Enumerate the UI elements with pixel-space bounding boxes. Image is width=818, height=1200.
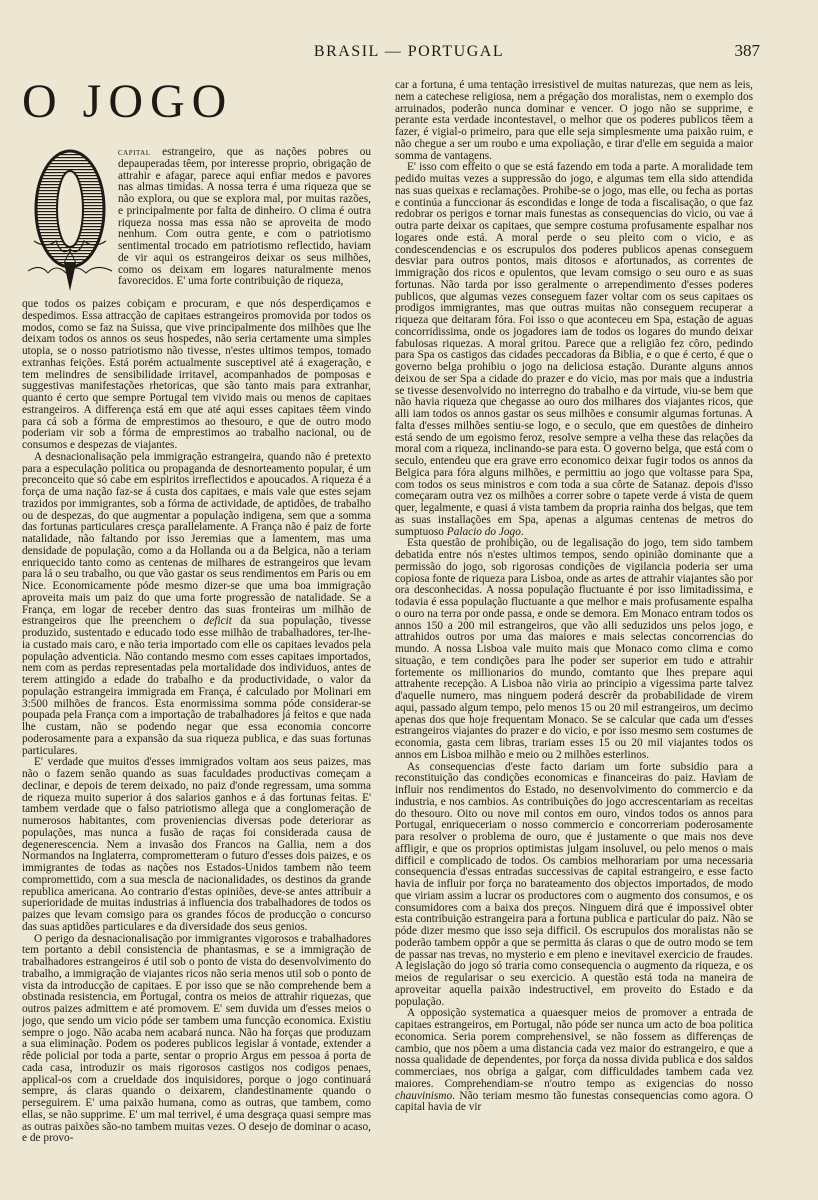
column-left <box>22 299 371 1179</box>
paragraph: A desnacionalisação pela immigração estrangeira, quando não é pretexto para a especulação politica ou propaganda de desnorteamento popular, é um preconceito que só cabe em espiritos irreflectidos e apoucados. A riqueza é a força de uma nação faz-se á custa dos capitaes, e mais vale que estes sejam trazidos por immigrantes, sob a fórma de actividade, de aptidões, de trabalho ou de despezas, do que augmentar a população indigena, sem que a somma das fortunas particulares cresça parallelamente. A França não é paiz de forte natalidade, não faltando por isso Jeremias que a lamentem, mas uma densidade de população, como a da Hollanda ou a da Belgica, não a teriam enriquecido tanto como as centenas de milhares de estrangeiros que levam para lá o seu trabalho, ou que vão gastar os seus rendimentos em Paris ou em Nice. Economicamente póde mesmo dizer-se que uma boa immigração aproveita mais um paiz do que uma forte progressão de natalidade. Se a França, em logar de receber dentro das suas fronteiras um milhão de estrangeiros que lhe preenchem o deficit da sua população, tivesse produzido, sustentado e educado todo esse milhão de trabalhadores, ter-lhe-ia custado mais caro, e não teria importado com elle os capitaes levados pela população adventicia. Não contando mesmo com esses capitaes importados, nem com as perdas representadas pela mortalidade dos individuos, antes de terem attingido a edade do trabalho e da productividade, o valor da população estrangeira immigrada em França, é calculado por Molinari em 3:500 milhões de francos. Esta enormissima somma póde considerar-se poupada pela França com a importação de trabalhadores já feitos e que nada lhe custam, não se podendo negar que essa economia concorre poderosamente para a expansão da sua riqueza publica, e das suas fortunas particulares. <box>22 450 371 757</box>
paragraph: A opposição systematica a quaesquer meios de promover a entrada de capitaes estrangeiros, em Portugal, não póde ser nunca um acto de boa politica economica. Seria porem comprehensivel, se não fossem as differenças de cambio, que nos põem a uma distancia cada vez maior do estrangeiro, e que a nossa qualidade de dependentes, por força da nossa divida publica e dos saldos commerciaes, nos obriga a galgar, com difficuldades tambem cada vez maiores. Comprehendiam-se n'outro tempo as exigencias do nosso chauvinismo. Não teriam mesmo tão funestas consequencias como agora. O capital havia de vir <box>395 1007 753 1114</box>
paragraph: E' isso com effeito o que se está fazendo em toda a parte. A moralidade tem pedido muitas vezes a suppressão do jogo, e algumas tem ella sido attendida nas suas queixas e reclamações. Prohibe-se o jogo, mas elle, ou fecha as portas e continúa a funccionar ás escondidas e longe de toda a fiscalisação, o que faz redobrar os perigos e tornar mais funestas as consequencias do vicio, ou vae á outra parte deixar os capitaes, que sempre costuma profusamente espalhar nos logares onde está. A moral perde o seu pleito com o vicio, e as condescendencias e os escrupulos dos poderes publicos apenas conseguem desviar para outros pontos, mais ditosos e afortunados, as correntes de immigração dos ricos e opulentos, que levam comsigo o seu ouro e as suas fortunas. Não tarda por isso geralmente o arrependimento d'esses poderes publicos, que algumas vezes conseguem fazer voltar com os seus capitaes os prodigos immigrantes, mas que outras muitas não conseguem recuperar a riqueza que deitaram fóra. Foi isso o que aconteceu em Spa, estação de aguas concorridissima, onde os jogadores iam de todos os logares do mundo deixar fabulosas riquezas. A moral gritou. Parece que a religião fez côro, pedindo para Spa os castigos das cidades peccadoras da Biblia, e o que é certo, é que o governo belga prohibiu o jogo na deliciosa estação. Durante alguns annos deixou de ser Spa a cidade do prazer e do vicio, mas por mais que a industria se tivesse desenvolvido no interregno do trabalho e da virtude, viu-se bem que não havia riqueza que chegasse ao ouro dos milhares dos viajantes ricos, que alli iam todos os annos gastar os seus milhões e consumir algumas fortunas. A falta d'esses milhões sentiu-se logo, e o seculo, que em questões de dinheiro está sendo de um egoismo feroz, resolve sempre a velha these das relações da moral com a riqueza, inclinando-se para esta. O governo belga, que está com o seculo, entendeu que era grave erro economico deixar fugir todos os annos da Belgica para fóra alguns milhões, e permittiu ao jogo que voltasse para Spa, com todos os seus ministros e com toda a sua côrte de Satanaz. depois d'isso começaram outra vez os milhões a correr sobre o tapete verde á vista de quem quer, legalmente, e quasi á vista tambem da propria rainha dos belgas, que tem as suas installações em Spa, apenas a algumas centenas de metros do sumptuoso Palacio do Jogo. <box>395 161 753 538</box>
article-title: O JOGO <box>22 75 234 128</box>
paragraph: Esta questão de prohibição, ou de legalisação do jogo, tem sido tambem debatida entre nós n'estes ultimos tempos, sendo opinião dominante que a permissão do jogo, sob rigorosas condições de vigilancia poderia ser uma copiosa fonte de riqueza para Lisboa, onde as artes de attrahir viajantes são por ora desconhecidas. A nossa população fluctuante é por isso limitadissima, e todavia é essa população fluctuante a que melhor e mais profusamente espalha o ouro na terra por onde passa, e onde se demora. Em Monaco entram todos os annos 150 a 200 mil estrangeiros, que vão alli seduzidos uns pelos jogo, e attrahidos outros por uma das maiores e mais selectas concorrencias do mundo. A nossa Lisboa vale muito mais que Monaco como clima e como situação, e tem condições para lhe poder ser superior em tudo e attrahir fortemente os millionarios do mundo, comtanto que lhes prepare aqui attrahente recepção. A Lisboa não viria ao principio a vigessima parte talvez d'aquelle numero, mas ninguem poderá descrêr da probabilidade de virem aqui, passado algum tempo, pelo menos 15 ou 20 mil estrangeiros, um decimo apenas dos que hoje frequentam Monaco. Se se calcular que cada um d'esses estrangeiros viajantes do prazer e do vicio, e por isso mesmo sem costumes de economia, gasta cem libras, trariam esses 15 ou 20 mil viajantes todos os annos em Lisboa milhão e meio ou 2 milhões esterlinos. <box>395 537 753 761</box>
column-right <box>395 80 753 1160</box>
lead-word: capital <box>118 147 151 158</box>
paragraph: E' verdade que muitos d'esses immigrados voltam aos seus paizes, mas não o fazem senão quando as suas faculdades productivas começam a declinar, e depois de terem deixado, no paiz d'onde regressam, uma somma de riqueza muito superior á dos salarios ganhos e á das fortunas feitas. E' tambem verdade que o falso patriotismo allega que a conglomeração de numerosos habitantes, com proveniencias diversas pode deteriorar as populações, mas nunca a fusão de raças foi considerada causa de degenerescencia. Nem a invasão dos Francos na Gallia, nem a dos Normandos na Inglaterra, comprometteram o futuro d'esses dois paizes, e os immigrantes de todas as nações nos Estados-Unidos tambem não teem compromettido, com a sua mescla de nacionalidades, os destinos da grande republica americana. Ao contrario d'estas opiniões, deve-se antes attribuir a superioridade de muitas industrias á influencia dos trabalhadores de todos os paizes que levam comsigo para os grandes fócos de producção o concurso das suas aptidões particulares e da diversidade dos seus genios. <box>22 756 371 933</box>
paragraph: car a fortuna, é uma tentação irresistivel de muitas naturezas, que nem as leis, nem a catechese religiosa, nem a prégação dos moralistas, nem o exemplo dos arruinados, poderão nunca dominar e vencer. O jogo não se supprime, e perante esta verdade incontestavel, o melhor que os poderes publicos têem a fazer, é vigial-o primeiro, para que elle seja simplesmente uma paixão ruim, e não chegue a ser um roubo e uma expoliação, e tirar d'elle em seguida a maior somma de vantagens. <box>395 80 753 162</box>
dropcap-ornament <box>26 145 114 293</box>
paragraph: que todos os paizes cobiçam e procuram, e que nós desperdiçamos e despedimos. Essa attracção de capitaes estrangeiros promovida por todos os modos, como se faz na Suissa, que vive principalmente dos milhões que lhe deixam todos os annos os seus hospedes, não seria certamente uma simples utopia, se o nosso patriotismo não tivesse, n'estes ultimos tempos, tomado extranhas feições. Está porém actualmente susceptivel até á exageração, e tem melindres de sensibilidade irritavel, acompanhados de pomposas e suggestivas manifestações rhetoricas, que são tanto mais para extranhar, quanto é certo que sempre Portugal tem vivido mais ou menos de capitaes estrangeiros. A differença está em que até aqui esses capitaes têem vindo para cá sob a fórma de emprestimos ao thesouro, e que de outro modo poderiam vir sob a fórma de emprestimos ao trabalho nacional, ou de consumos e despezas de viajantes. <box>22 299 371 451</box>
article-intro <box>118 147 371 299</box>
running-header: BRASIL — PORTUGAL <box>313 43 505 60</box>
italic-word: chauvinismo <box>395 1089 453 1102</box>
paragraph: As consequencias d'este facto dariam um forte subsidio para a reconstituição das condições economicas e financeiras do paiz. Haviam de influir nos rendimentos do Estado, no desenvolvimento do commercio e da industria, e nos cambios. As contribuições do jogo accrescentariam as receitas do thesouro. Oito ou nove mil contos em ouro, vindos todos os annos para Portugal, enriqueceriam o nosso commercio e concorreriam poderosamente para resolver o problema de ouro, que é justamente o que mais nos deve affligir, e que os proprios optimistas julgam insoluvel, ou pelo menos o mais difficil e complicado de todos. Os cambios melhorariam por uma necessaria consequencia d'essas entradas successivas de capital estrangeiro, e esse facto havia de influir por força no barateamento dos objectos importados, de modo que viriam assim a lucrar os productores com o augmento dos consumos, e os consumidores com a baixa dos preços. Ninguem dirá que é impossivel obter esta contribuição estrangeira para a fortuna publica e particular do paiz. Não se póde dizer mesmo que isso seja difficil. Os escrupulos dos moralistas não se poderão tambem oppôr a que se permitta ás claras o que de outro modo se tem de passar nas trevas, no mysterio e em pleno e inevitavel exercicio de fraudes. A legislação do jogo só traria como consequencia o augmento da riqueza, e os meios de regularisar o seu exercicio. A questão está toda na maneira de aproveitar aquella paixão indestructivel, em proveito do Estado e da população. <box>395 760 753 1008</box>
page-number: 387 <box>734 41 760 60</box>
italic-phrase: Palacio do Jogo <box>446 525 521 538</box>
italic-word: deficit <box>203 615 232 628</box>
paragraph: O perigo da desnacionalisação por immigrantes vigorosos e trabalhadores tem portanto a debil consistencia de phantasmas, e se a immigração de trabalhadores estrangeiros é util sob o ponto de vista do desenvolvimento do trabalho, a immigração de viajantes ricos não seria menos util sob o ponto de vista da introducção de capitaes. E por isso que se não comprehende bem a obstinada resistencia, em Portugal, contra os meios de attrahir riquezas, que outros paizes admittem e até promovem. E' sem duvida um d'esses meios o jogo, que sendo um vicio póde ser tambem uma funcção economica. Existiu sempre o jogo. Não acaba nem acabará nunca. Não ha forças que produzam a sua eliminação. Podem os poderes publicos legislar á vontade, extender a rêde policial por toda a parte, sentar o proprio Argus em pessoa á porta de cada casa, introduzir os mais rigorosos castigos nos codigos penaes, applical-os com a crueldade dos inquisidores, porque o jogo continuará sempre, ás claras quando o deixarem, clandestinamente quando o perseguirem. E' uma paixão humana, como as outras, que tambem, como ellas, se não supprime. E' um mal terrivel, é uma desgraça quasi sempre mas as outras paixões são-no tambem muitas vezes. O desejo de dominar o acaso, e de provo- <box>22 932 371 1145</box>
paragraph-text: estrangeiro, que as nações pobres ou depauperadas têem, por interesse proprio, obrigação de attrahir e afagar, parece aqui enfiar medos e pavores nas almas timidas. A nossa terra é uma riqueza que se não explora, ou que se explora mal, por muitas razões, e principalmente por falta de dinheiro. O clima é outra riqueza nossa mas essa não se aproveita de modo nenhum. Com outra gente, e com o patriotismo sentimental trocado em patriotismo reflectido, haviam de vir aqui os estrangeiros deixar os seus milhões, como os deixam em logares naturalmente menos favorecidos. E' uma forte contribuição de riqueza, <box>118 147 371 288</box>
